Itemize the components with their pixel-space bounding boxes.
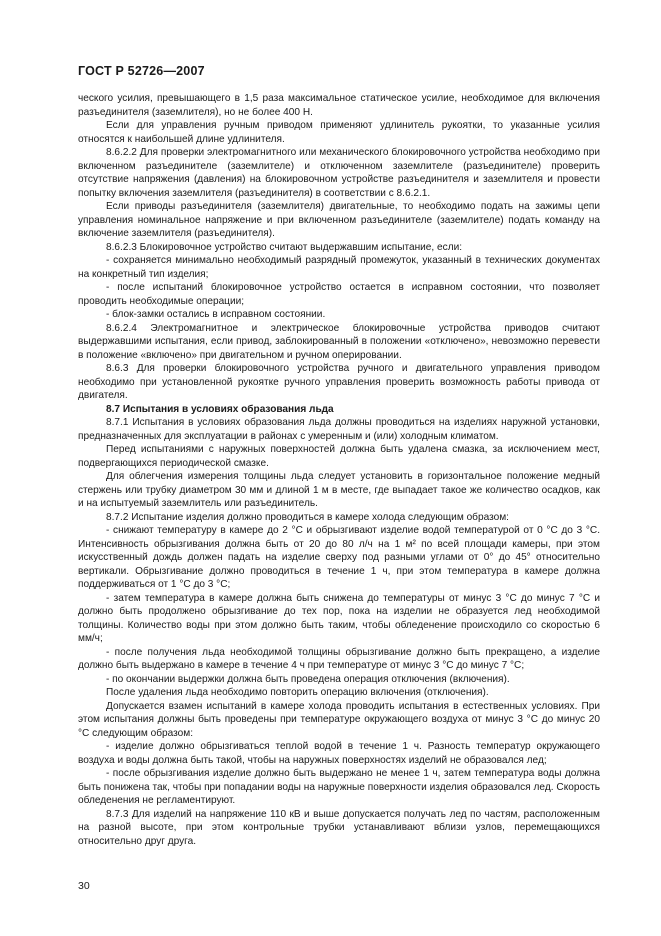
paragraph: 8.7.1 Испытания в условиях образования льда должны проводиться на изделиях наружной установки, предназначенных для эксплуатации в районах с умеренным и (или) холодным климатом. (78, 417, 600, 442)
paragraph: Для облегчения измерения толщины льда следует установить в горизонтальное положение медный стержень или трубку диаметром 30 мм и длиной 1 м в месте, где выпадает такое же количество осадков, как и на испытуемый заземлитель или разъединитель. (78, 471, 600, 509)
section-heading: 8.7 Испытания в условиях образования льда (106, 403, 334, 415)
paragraph: Если для управления ручным приводом применяют удлинитель рукоятки, то указанные усилия относятся к наибольшей длине удлинителя. (78, 120, 600, 145)
paragraph: Допускается взамен испытаний в камере холода проводить испытания в естественных условиях. При этом испытания должны быть проведены при температуре окружающего воздуха от минус 3 °С до минус 20 °С следующим образом: (78, 700, 600, 739)
paragraph: После удаления льда необходимо повторить операцию включения (отключения). (106, 687, 489, 698)
body-text (78, 92, 600, 848)
list-item: - после испытаний блокировочное устройство остается в исправном состоянии, что позволяет проводить необходимые операции; (78, 282, 600, 307)
list-item: - по окончании выдержки должна быть проведена операция отключения (включения). (106, 673, 510, 685)
paragraph: 8.6.3 Для проверки блокировочного устройства ручного и двигательного управления приводом необходимо при установленной рукоятке ручного управления проверить возможность работы привода от двигателя. (78, 363, 600, 401)
list-item: - после обрызгивания изделие должно быть выдержано не менее 1 ч, затем температура воды должна быть понижена так, чтобы при попадании воды на наружные поверхности изделия образовался лед. Скорость обледенения не регламентируют. (78, 768, 600, 806)
list-item: - после получения льда необходимой толщины обрызгивание должно быть прекращено, а изделие должно быть выдержано в камере в течение 4 ч при температуре от минус 3 °С до минус 7 °С; (78, 646, 600, 671)
paragraph: 8.6.2.4 Электромагнитное и электрическое блокировочные устройства приводов считают выдержавшими испытания, если привод, заблокированный в положении «отключено», невозможно перевести в положение «включено» при двигательном и ручном оперировании. (78, 322, 600, 361)
list-item: - затем температура в камере должна быть снижена до температуры от минус 3 °С до минус 7 °С и должно быть продолжено обрызгивание до тех пор, пока на изделии не образуется лед необходимой толщины. Количество воды при этом должно быть таким, чтобы обледенение происходило со скоростью 6 мм/ч; (78, 592, 600, 644)
paragraph: Перед испытаниями с наружных поверхностей должна быть удалена смазка, за исключением мест, подвергающихся периодической смазке. (78, 444, 600, 469)
paragraph: Если приводы разъединителя (заземлителя) двигательные, то необходимо подать на зажимы цепи управления номинальное напряжение и при включенном разъединителе (заземлителе) подать команду на включение заземлителя (разъединителя). (78, 201, 600, 239)
paragraph: 8.7.3 Для изделий на напряжение 110 кВ и выше допускается получать лед по частям, расположенным на разной высоте, при этом контрольные трубки устанавливают вблизи узлов, перемещающихся относительно друг друга. (78, 808, 600, 847)
paragraph: 8.7.2 Испытание изделия должно проводиться в камере холода следующим образом: (106, 511, 509, 523)
paragraph: 8.6.2.3 Блокировочное устройство считают выдержавшим испытание, если: (106, 241, 463, 253)
list-item: - изделие должно обрызгиваться теплой водой в течение 1 ч. Разность температур окружающего воздуха и воды должна быть такой, чтобы на наружных поверхностях изделий не образовался лед; (78, 741, 600, 766)
page-number: 30 (78, 880, 90, 892)
paragraph: 8.6.2.2 Для проверки электромагнитного или механического блокировочного устройства необходимо при включенном разъединителе (заземлителе) и отключенном заземлителе (разъединителе) проверить отсутствие напряжения (давления) на блокировочном устройстве разъединителя и заземлителя и провести попытку включения заземлителя (разъединителя) в соответствии с 8.6.2.1. (78, 147, 600, 199)
document-header: ГОСТ Р 52726—2007 (78, 64, 205, 78)
list-item: - сохраняется минимально необходимый разрядный промежуток, указанный в технических документах на конкретный тип изделия; (78, 255, 600, 280)
list-item: - снижают температуру в камере до 2 °С и обрызгивают изделие водой температурой от 0 °С до 3 °С. Интенсивность обрызгивания должна быть от 20 до 80 л/ч на 1 м² по всей площади камеры, при этом искусственный дождь должен падать на изделие сверху под разными углами от 0° до 45° относительно вертикали. Обрызгивание должно проводиться в течение 1 ч, при этом температура в камере должна поддерживаться от 1 °С до 3 °С; (78, 525, 600, 590)
list-item: - блок-замки остались в исправном состоянии. (106, 309, 326, 320)
paragraph: ческого усилия, превышающего в 1,5 раза максимальное статическое усилие, необходимое для включения разъединителя (заземлителя), но не более 400 Н. (78, 93, 600, 118)
